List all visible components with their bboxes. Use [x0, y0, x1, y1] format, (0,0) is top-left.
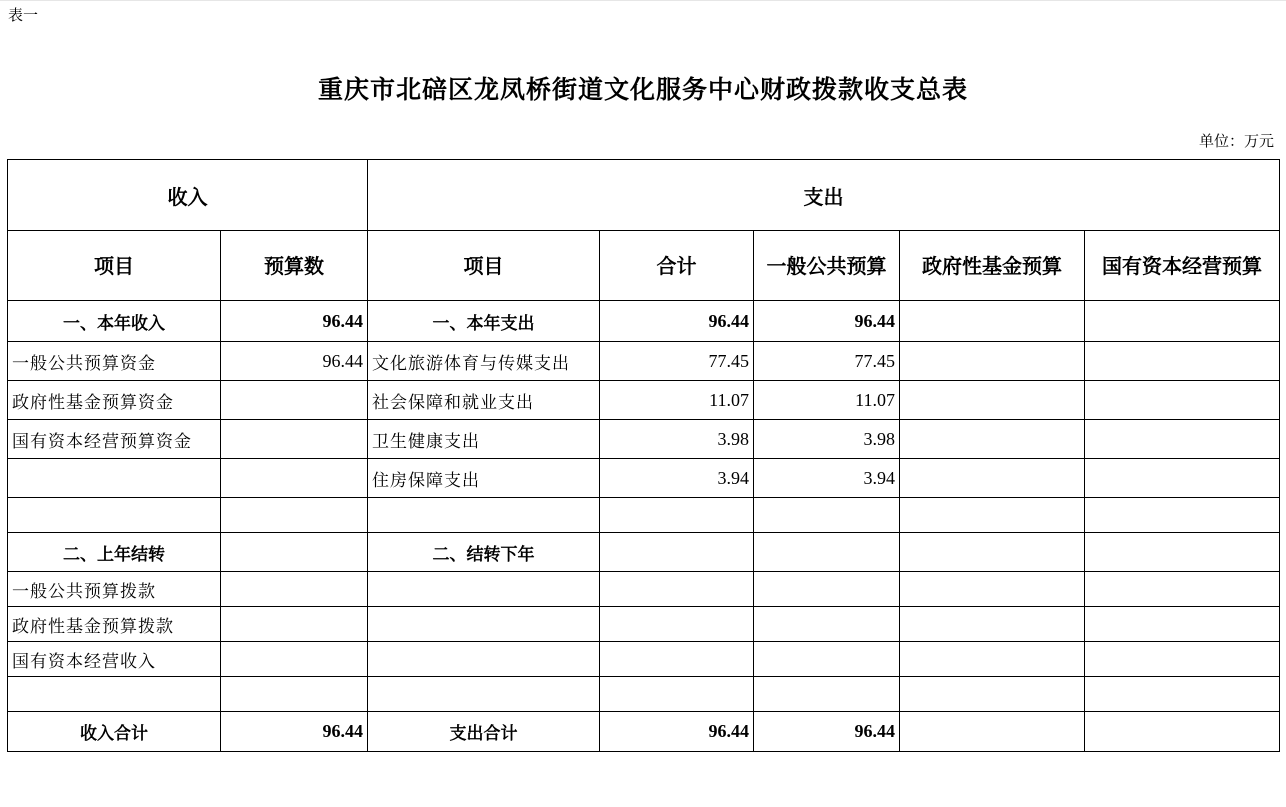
fund-budget-cell	[900, 533, 1085, 572]
column-header-row	[8, 231, 1280, 301]
total-cell: 96.44	[600, 301, 754, 342]
capital-budget-cell	[1085, 342, 1280, 381]
table-row	[8, 342, 1280, 381]
table-row	[8, 459, 1280, 498]
capital-budget-cell	[1085, 677, 1280, 712]
income-item-cell: 政府性基金预算拨款	[8, 607, 221, 642]
capital-budget-cell	[1085, 572, 1280, 607]
col-total: 合计	[600, 231, 754, 301]
table-row	[8, 381, 1280, 420]
capital-budget-cell	[1085, 607, 1280, 642]
income-item-cell: 一、本年收入	[8, 301, 221, 342]
general-budget-cell	[754, 677, 900, 712]
expense-item-cell	[368, 642, 600, 677]
income-item-cell: 国有资本经营收入	[8, 642, 221, 677]
total-cell: 96.44	[600, 712, 754, 752]
table-row	[8, 420, 1280, 459]
table-row	[8, 572, 1280, 607]
total-cell: 3.98	[600, 420, 754, 459]
fund-budget-cell	[900, 607, 1085, 642]
general-budget-cell: 96.44	[754, 301, 900, 342]
total-cell	[600, 572, 754, 607]
general-budget-cell	[754, 498, 900, 533]
general-budget-cell	[754, 533, 900, 572]
expense-item-cell	[368, 677, 600, 712]
general-budget-cell	[754, 572, 900, 607]
total-cell	[600, 677, 754, 712]
general-budget-cell	[754, 607, 900, 642]
col-state-capital-budget: 国有资本经营预算	[1085, 231, 1280, 301]
expense-item-cell	[368, 607, 600, 642]
income-budget-cell: 96.44	[221, 342, 368, 381]
expense-section-header: 支出	[368, 160, 1280, 231]
total-cell: 3.94	[600, 459, 754, 498]
capital-budget-cell	[1085, 498, 1280, 533]
capital-budget-cell	[1085, 420, 1280, 459]
income-budget-cell	[221, 498, 368, 533]
general-budget-cell: 96.44	[754, 712, 900, 752]
budget-summary-table	[7, 159, 1280, 752]
fund-budget-cell	[900, 301, 1085, 342]
income-budget-cell	[221, 381, 368, 420]
income-item-cell	[8, 498, 221, 533]
capital-budget-cell	[1085, 712, 1280, 752]
table-row	[8, 498, 1280, 533]
table-row	[8, 712, 1280, 752]
total-cell: 11.07	[600, 381, 754, 420]
top-rule	[0, 0, 1286, 1]
income-budget-cell	[221, 607, 368, 642]
income-item-cell	[8, 459, 221, 498]
col-income-item: 项目	[8, 231, 221, 301]
expense-item-cell	[368, 572, 600, 607]
capital-budget-cell	[1085, 301, 1280, 342]
col-income-budget: 预算数	[221, 231, 368, 301]
expense-item-cell: 文化旅游体育与传媒支出	[368, 342, 600, 381]
document-title: 重庆市北碚区龙凤桥街道文化服务中心财政拨款收支总表	[317, 75, 968, 104]
general-budget-cell: 3.98	[754, 420, 900, 459]
col-general-budget: 一般公共预算	[754, 231, 900, 301]
total-cell	[600, 642, 754, 677]
income-item-cell: 二、上年结转	[8, 533, 221, 572]
income-budget-cell	[221, 677, 368, 712]
table-row	[8, 607, 1280, 642]
capital-budget-cell	[1085, 533, 1280, 572]
total-cell	[600, 498, 754, 533]
table-row	[8, 642, 1280, 677]
total-cell	[600, 533, 754, 572]
expense-item-cell: 二、结转下年	[368, 533, 600, 572]
income-section-header: 收入	[8, 160, 368, 231]
income-budget-cell	[221, 533, 368, 572]
income-budget-cell: 96.44	[221, 301, 368, 342]
income-item-cell: 一般公共预算资金	[8, 342, 221, 381]
income-budget-cell	[221, 420, 368, 459]
col-fund-budget: 政府性基金预算	[900, 231, 1085, 301]
general-budget-cell: 77.45	[754, 342, 900, 381]
income-item-cell: 国有资本经营预算资金	[8, 420, 221, 459]
section-header-row	[8, 160, 1280, 231]
table-row	[8, 301, 1280, 342]
table-row	[8, 533, 1280, 572]
income-item-cell: 政府性基金预算资金	[8, 381, 221, 420]
fund-budget-cell	[900, 677, 1085, 712]
fund-budget-cell	[900, 712, 1085, 752]
income-item-cell: 收入合计	[8, 712, 221, 752]
fund-budget-cell	[900, 642, 1085, 677]
general-budget-cell	[754, 642, 900, 677]
table-number: 表一	[8, 6, 39, 24]
expense-item-cell: 卫生健康支出	[368, 420, 600, 459]
total-cell	[600, 607, 754, 642]
income-budget-cell	[221, 572, 368, 607]
expense-item-cell: 社会保障和就业支出	[368, 381, 600, 420]
income-item-cell: 一般公共预算拨款	[8, 572, 221, 607]
expense-item-cell: 住房保障支出	[368, 459, 600, 498]
income-budget-cell: 96.44	[221, 712, 368, 752]
general-budget-cell: 11.07	[754, 381, 900, 420]
fund-budget-cell	[900, 572, 1085, 607]
income-item-cell	[8, 677, 221, 712]
total-cell: 77.45	[600, 342, 754, 381]
col-expense-item: 项目	[368, 231, 600, 301]
expense-item-cell: 一、本年支出	[368, 301, 600, 342]
income-budget-cell	[221, 642, 368, 677]
capital-budget-cell	[1085, 459, 1280, 498]
fund-budget-cell	[900, 342, 1085, 381]
general-budget-cell: 3.94	[754, 459, 900, 498]
capital-budget-cell	[1085, 381, 1280, 420]
capital-budget-cell	[1085, 642, 1280, 677]
expense-item-cell: 支出合计	[368, 712, 600, 752]
income-budget-cell	[221, 459, 368, 498]
table-row	[8, 677, 1280, 712]
fund-budget-cell	[900, 498, 1085, 533]
unit-label: 单位：万元	[1198, 132, 1274, 150]
fund-budget-cell	[900, 459, 1085, 498]
fund-budget-cell	[900, 381, 1085, 420]
expense-item-cell	[368, 498, 600, 533]
fund-budget-cell	[900, 420, 1085, 459]
